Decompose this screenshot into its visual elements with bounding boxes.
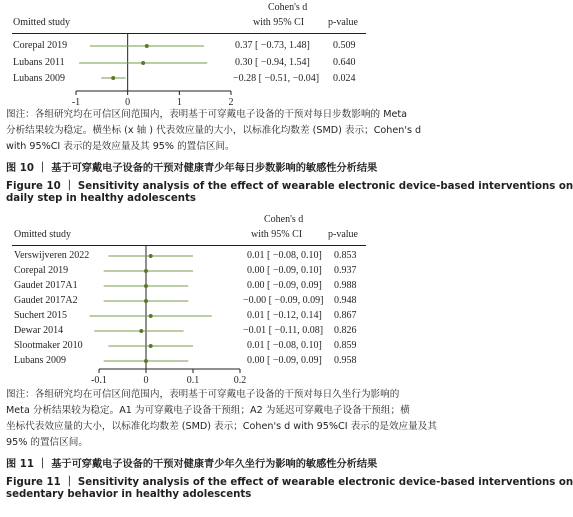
p-value: 0.937 xyxy=(334,265,357,276)
x-axis-tick-label: 0.1 xyxy=(186,375,200,386)
p-value: 0.958 xyxy=(334,355,357,366)
study-column-header: Omitted study xyxy=(13,17,70,28)
note-line: 图注：各组研究均在可信区间范围内，表明基于可穿戴电子设备的干预对每日步数影响的 Meta xyxy=(6,109,408,120)
p-value: 0.509 xyxy=(333,40,356,51)
p-value: 0.024 xyxy=(333,73,356,84)
ci-value: −0.01 [ −0.11, 0.08] xyxy=(243,325,324,336)
study-label: Verswijveren 2022 xyxy=(14,250,90,261)
figure-11-caption-en-1: Figure 11 ｜ Sensitivity analysis of the effect of wearable electronic device-based interventions on xyxy=(6,477,573,488)
effect-point xyxy=(144,269,148,273)
study-label: Suchert 2015 xyxy=(14,310,68,321)
p-value: 0.826 xyxy=(334,325,357,336)
effect-header-line2: with 95% CI xyxy=(251,229,303,240)
figure-10-caption-en-2: daily step in healthy adolescents xyxy=(6,193,196,204)
figure-10-caption-en-1: Figure 10 ｜ Sensitivity analysis of the effect of wearable electronic device-based interventions on xyxy=(6,181,573,192)
ci-value: 0.00 [ −0.09, 0.09] xyxy=(247,280,322,291)
ci-value: −0.00 [ −0.09, 0.09] xyxy=(243,295,324,306)
study-label: Lubans 2009 xyxy=(14,355,66,366)
study-label: Gaudet 2017A2 xyxy=(14,295,78,306)
x-axis-tick-label: 2 xyxy=(228,97,234,108)
study-column-header: Omitted study xyxy=(14,229,71,240)
study-label: Slootmaker 2010 xyxy=(14,340,83,351)
ci-value: 0.01 [ −0.08, 0.10] xyxy=(247,250,322,261)
study-label: Corepal 2019 xyxy=(14,265,69,276)
ci-value: 0.00 [ −0.09, 0.10] xyxy=(247,265,322,276)
effect-header-line1: Cohen's d xyxy=(268,2,308,13)
figure-10-caption-cn: 图 10 ｜ 基于可穿戴电子设备的干预对健康青少年每日步数影响的敏感性分析结果 xyxy=(6,163,378,174)
study-label: Lubans 2011 xyxy=(13,57,65,68)
ci-value: 0.01 [ −0.12, 0.14] xyxy=(247,310,322,321)
ci-value: 0.30 [ −0.94, 1.54] xyxy=(235,57,310,68)
x-axis-tick-label: 0 xyxy=(125,97,131,108)
effect-header-line1: Cohen's d xyxy=(264,214,304,225)
note-line: 坐标代表效应量的大小，以标准化均数差 (SMD) 表示；Cohen's d with 95%CI 表示的是效应量及其 xyxy=(6,421,437,432)
effect-point xyxy=(144,359,148,363)
x-axis-tick-label: 0 xyxy=(143,375,149,386)
study-label: Gaudet 2017A1 xyxy=(14,280,78,291)
study-label: Lubans 2009 xyxy=(13,73,65,84)
p-value: 0.853 xyxy=(334,250,357,261)
x-axis-tick-label: 0.2 xyxy=(233,375,247,386)
p-value-header: p-value xyxy=(328,17,358,28)
p-value: 0.948 xyxy=(334,295,357,306)
effect-point xyxy=(144,299,148,303)
ci-value: −0.28 [ −0.51, −0.04] xyxy=(233,73,320,84)
figure-11-caption-en-2: sedentary behavior in healthy adolescents xyxy=(6,489,252,500)
x-axis-tick-label: -1 xyxy=(71,97,81,108)
x-axis-tick-label: 1 xyxy=(176,97,182,108)
note-line: Meta 分析结果较为稳定。A1 为可穿戴电子设备干预组；A2 为延迟可穿戴电子设备干预组；横 xyxy=(6,405,410,416)
p-value-header: p-value xyxy=(328,229,358,240)
study-label: Dewar 2014 xyxy=(14,325,64,336)
note-line: 分析结果较为稳定。横坐标 (x 轴 ) 代表效应量的大小，以标准化均数差 (SMD) 表示；Cohen's d xyxy=(6,125,422,136)
note-line: 图注：各组研究均在可信区间范围内，表明基于可穿戴电子设备的干预对每日久坐行为影响的 xyxy=(6,389,400,400)
p-value: 0.859 xyxy=(334,340,357,351)
ci-value: 0.37 [ −0.73, 1.48] xyxy=(235,40,310,51)
p-value: 0.640 xyxy=(333,57,356,68)
effect-point xyxy=(149,254,153,258)
effect-point xyxy=(144,284,148,288)
ci-value: 0.00 [ −0.09, 0.09] xyxy=(247,355,322,366)
study-label: Corepal 2019 xyxy=(13,40,68,51)
note-line: 95% 的置信区间。 xyxy=(6,437,88,448)
effect-point xyxy=(139,329,143,333)
x-axis-tick-label: -0.1 xyxy=(91,375,107,386)
note-line: with 95%CI 表示的是效应量及其 95% 的置信区间。 xyxy=(6,141,235,152)
figure-11-caption-cn: 图 11 ｜ 基于可穿戴电子设备的干预对健康青少年久坐行为影响的敏感性分析结果 xyxy=(6,459,378,470)
effect-header-line2: with 95% CI xyxy=(253,17,305,28)
p-value: 0.867 xyxy=(334,310,357,321)
figure-11-note xyxy=(6,387,509,451)
ci-value: 0.01 [ −0.08, 0.10] xyxy=(247,340,322,351)
p-value: 0.988 xyxy=(334,280,357,291)
effect-point xyxy=(149,344,153,348)
effect-point xyxy=(149,314,153,318)
